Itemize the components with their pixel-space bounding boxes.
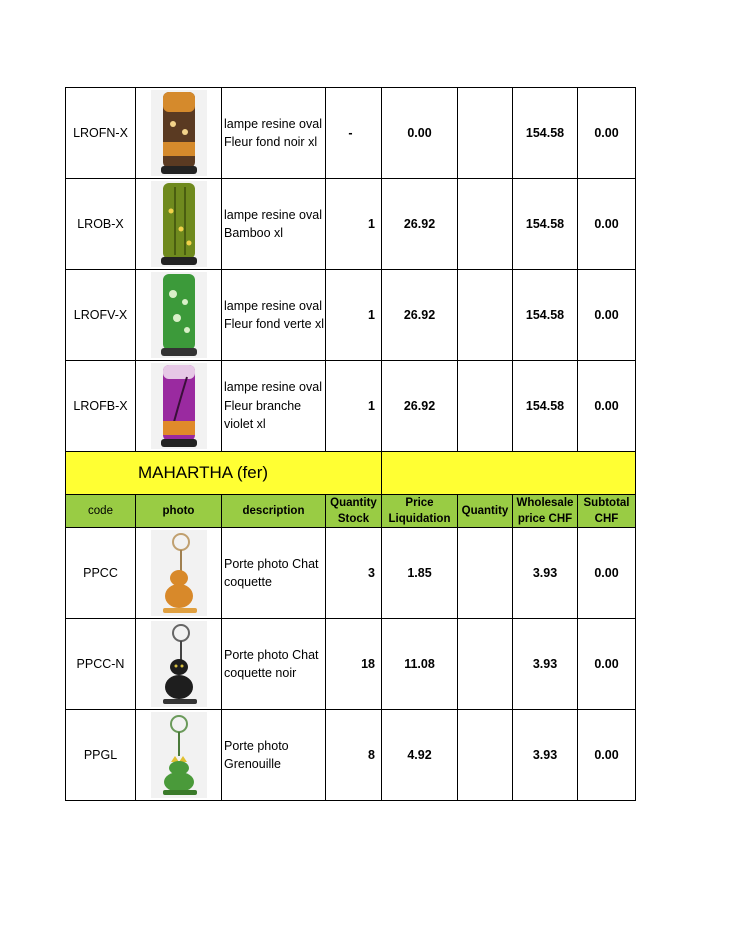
product-code: LROB-X	[66, 179, 136, 270]
wholesale-price: 154.58	[513, 88, 578, 179]
price-liquidation: 1.85	[382, 528, 458, 619]
table-row	[66, 179, 636, 270]
quantity-cell[interactable]	[458, 88, 513, 179]
product-code: PPGL	[66, 710, 136, 801]
table-row	[66, 619, 636, 710]
lamp-violet-branch-icon	[151, 363, 207, 449]
wholesale-price: 3.93	[513, 528, 578, 619]
subtotal: 0.00	[578, 528, 636, 619]
column-header-row	[66, 495, 636, 528]
product-photo	[136, 179, 222, 270]
section-header	[66, 452, 636, 528]
products-top	[66, 88, 636, 452]
header-price-liquidation	[382, 495, 458, 528]
header-wholesale-price	[513, 495, 578, 528]
table-row	[66, 528, 636, 619]
price-liquidation: 26.92	[382, 179, 458, 270]
product-photo	[136, 361, 222, 452]
products-bottom	[66, 528, 636, 801]
lamp-bamboo-icon	[151, 181, 207, 267]
product-code: LROFV-X	[66, 270, 136, 361]
quantity-stock: 1	[326, 361, 382, 452]
frog-photo-holder-icon	[151, 712, 207, 798]
price-list-table	[65, 87, 636, 801]
product-description: Porte photo Chat coquette	[222, 528, 326, 619]
header-quantity-stock-line2: Stock	[337, 513, 370, 525]
price-liquidation: 11.08	[382, 619, 458, 710]
product-code: LROFN-X	[66, 88, 136, 179]
quantity-cell[interactable]	[458, 361, 513, 452]
product-code: PPCC-N	[66, 619, 136, 710]
header-description: description	[222, 495, 326, 528]
wholesale-price: 154.58	[513, 270, 578, 361]
product-photo	[136, 528, 222, 619]
wholesale-price: 154.58	[513, 179, 578, 270]
black-cat-photo-holder-icon	[151, 621, 207, 707]
quantity-stock: 3	[326, 528, 382, 619]
quantity-stock: 1	[326, 179, 382, 270]
header-price-liquidation-line1: Price	[405, 497, 434, 509]
product-code: PPCC	[66, 528, 136, 619]
header-photo: photo	[136, 495, 222, 528]
subtotal: 0.00	[578, 710, 636, 801]
subtotal: 0.00	[578, 619, 636, 710]
product-description: Porte photo Grenouille	[222, 710, 326, 801]
header-price-liquidation-line2: Liquidation	[388, 513, 451, 525]
price-liquidation: 26.92	[382, 270, 458, 361]
header-quantity: Quantity	[458, 495, 513, 528]
header-quantity-stock	[326, 495, 382, 528]
product-description: lampe resine oval Fleur fond verte xl	[222, 270, 326, 361]
wholesale-price: 154.58	[513, 361, 578, 452]
quantity-cell[interactable]	[458, 619, 513, 710]
subtotal: 0.00	[578, 88, 636, 179]
lamp-flower-black-icon	[151, 90, 207, 176]
product-description: lampe resine oval Bamboo xl	[222, 179, 326, 270]
quantity-stock: 1	[326, 270, 382, 361]
price-liquidation: 26.92	[382, 361, 458, 452]
table-row	[66, 361, 636, 452]
quantity-stock: 8	[326, 710, 382, 801]
product-code: LROFB-X	[66, 361, 136, 452]
product-photo	[136, 88, 222, 179]
header-wholesale-line2: price CHF	[517, 513, 573, 525]
table-row	[66, 88, 636, 179]
cat-photo-holder-icon	[151, 530, 207, 616]
section-spacer	[382, 452, 636, 495]
price-liquidation: 4.92	[382, 710, 458, 801]
quantity-cell[interactable]	[458, 528, 513, 619]
table-row	[66, 270, 636, 361]
product-photo	[136, 619, 222, 710]
header-subtotal-line1: Subtotal	[583, 497, 630, 509]
header-quantity-stock-line1: Quantity	[330, 497, 377, 509]
subtotal: 0.00	[578, 179, 636, 270]
table-row	[66, 710, 636, 801]
section-row	[66, 452, 636, 495]
header-code: code	[66, 495, 136, 528]
subtotal: 0.00	[578, 361, 636, 452]
quantity-stock: -	[326, 88, 382, 179]
quantity-cell[interactable]	[458, 270, 513, 361]
header-wholesale-line1: Wholesale	[516, 497, 574, 509]
wholesale-price: 3.93	[513, 619, 578, 710]
price-liquidation: 0.00	[382, 88, 458, 179]
header-subtotal	[578, 495, 636, 528]
subtotal: 0.00	[578, 270, 636, 361]
product-description: Porte photo Chat coquette noir	[222, 619, 326, 710]
product-description: lampe resine oval Fleur branche violet xl	[222, 361, 326, 452]
wholesale-price: 3.93	[513, 710, 578, 801]
quantity-cell[interactable]	[458, 179, 513, 270]
section-title: MAHARTHA (fer)	[66, 452, 382, 495]
quantity-cell[interactable]	[458, 710, 513, 801]
product-photo	[136, 710, 222, 801]
product-photo	[136, 270, 222, 361]
quantity-stock: 18	[326, 619, 382, 710]
lamp-flower-green-icon	[151, 272, 207, 358]
header-subtotal-line2: CHF	[594, 513, 619, 525]
product-description: lampe resine oval Fleur fond noir xl	[222, 88, 326, 179]
